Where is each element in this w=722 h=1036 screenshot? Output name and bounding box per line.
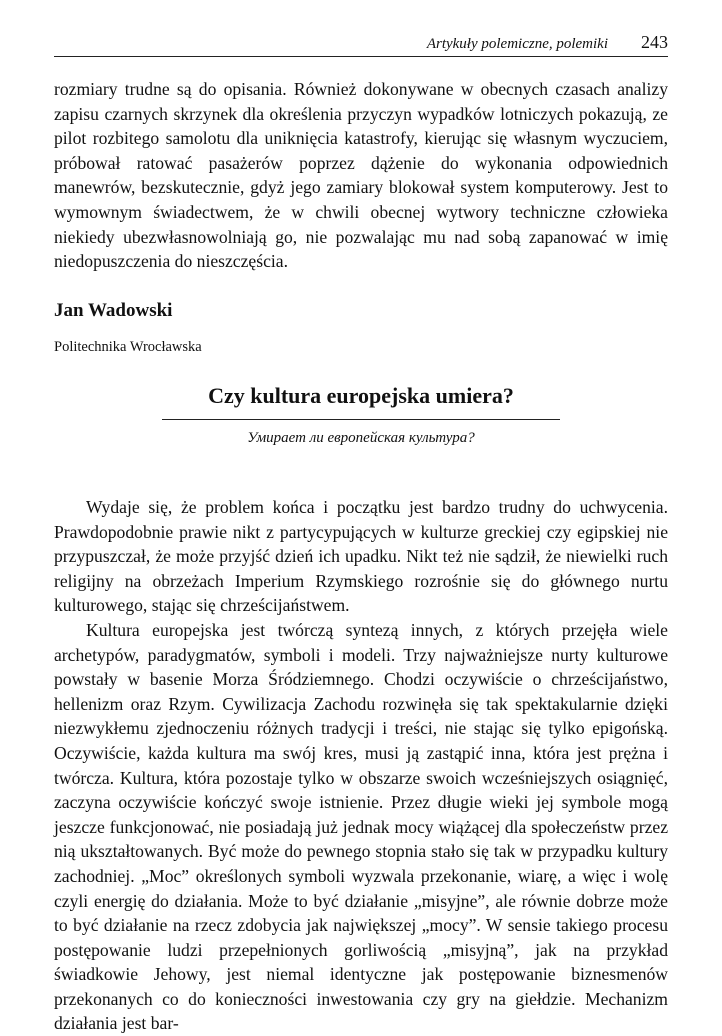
- body-paragraph-2: Kultura europejska jest twórczą syntezą innych, z których przejęła wiele archetypów, paradygmatów, symboli i modeli. Trzy najważniejsze nurty kulturowe powstały w basenie Morza Śródziemnego. Chodzi oczywiście o chrześcijaństwo, hellenizm oraz Rzym. Cywilizacja Zachodu rozwinęła się tak spektakularnie dzięki niezwykłemu zjednoczeniu różnych tradycji i treści, nie stając się tylko epigońską. Oczywiście, każda kultura ma swój kres, musi ją zastąpić inna, która jest prężna i twórcza. Kultura, która pozostaje tylko w obszarze swoich wcześniejszych osiągnięć, zaczyna oczywiście kończyć swoje istnienie. Przez długie wieki jej symbole mogą jeszcze funkcjonować, nie posiadają już jednak mocy wiążącej dla społeczeństw przez nią ukształtowanych. Być może do pewnego stopnia stało się tak w przypadku kultury zachodniej. „Moc” określonych symboli wyzwala przekonanie, wiarę, a więc i wolę czyli energię do działania. Może to być działanie „misyjne”, ale równie dobrze może to być działanie na rzecz zdobycia jak największej „mocy”. W sensie takiego procesu postępowanie ludzi przepełnionych gorliwością „misyjną”, jak na przykład świadkowie Jehowy, jest niemal identyczne jak postępowanie biznesmenów przekonanych co do konieczności inwestowania czy gry na giełdzie. Mechanizm działania jest bar-: [54, 619, 668, 1034]
- previous-article-ending: [54, 77, 668, 274]
- author-affiliation: Politechnika Wrocławska: [54, 339, 202, 355]
- article-body: [54, 495, 668, 1036]
- title-divider: [162, 419, 560, 420]
- article-subtitle: Умирает ли европейская культура?: [247, 430, 475, 446]
- continuation-paragraph: rozmiary trudne są do opisania. Również dokonywane w obecnych czasach analizy zapisu czarnych skrzynek dla określenia przyczyn wypadków lotniczych pokazują, ze pilot rozbitego samolotu dla uniknięcia katastrofy, kierując się własnym wyczuciem, próbował ratować pasażerów poprzez dążenie do wykonania odpowiednich manewrów, bezskutecznie, gdyż jego zamiary blokował system komputerowy. Jest to wymownym świadectwem, że w chwili obecnej wytwory techniczne człowieka niekiedy ubezwłasnowolniają go, nie pozwalając mu nad sobą zapanować w imię niedopuszczenia do nieszczęścia.: [54, 79, 668, 272]
- body-paragraph-1: Wydaje się, że problem końca i początku jest bardzo trudny do uchwycenia. Prawdopodobnie prawie nikt z partycypujących w kulturze greckiej czy egipskiej nie przypuszczał, że może przyjść dzień ich upadku. Nikt też nie sądził, że niewielki ruch religijny na obrzeżach Imperium Rzymskiego rozrośnie się do głównego nurtu kulturowego, stając się chrześcijaństwem.: [54, 497, 668, 616]
- author-name: Jan Wadowski: [54, 300, 173, 321]
- page-number: 243: [641, 32, 668, 52]
- running-title: Artykuły polemiczne, polemiki: [426, 36, 608, 52]
- article-title: Czy kultura europejska umiera?: [208, 383, 514, 408]
- running-header: [54, 32, 668, 57]
